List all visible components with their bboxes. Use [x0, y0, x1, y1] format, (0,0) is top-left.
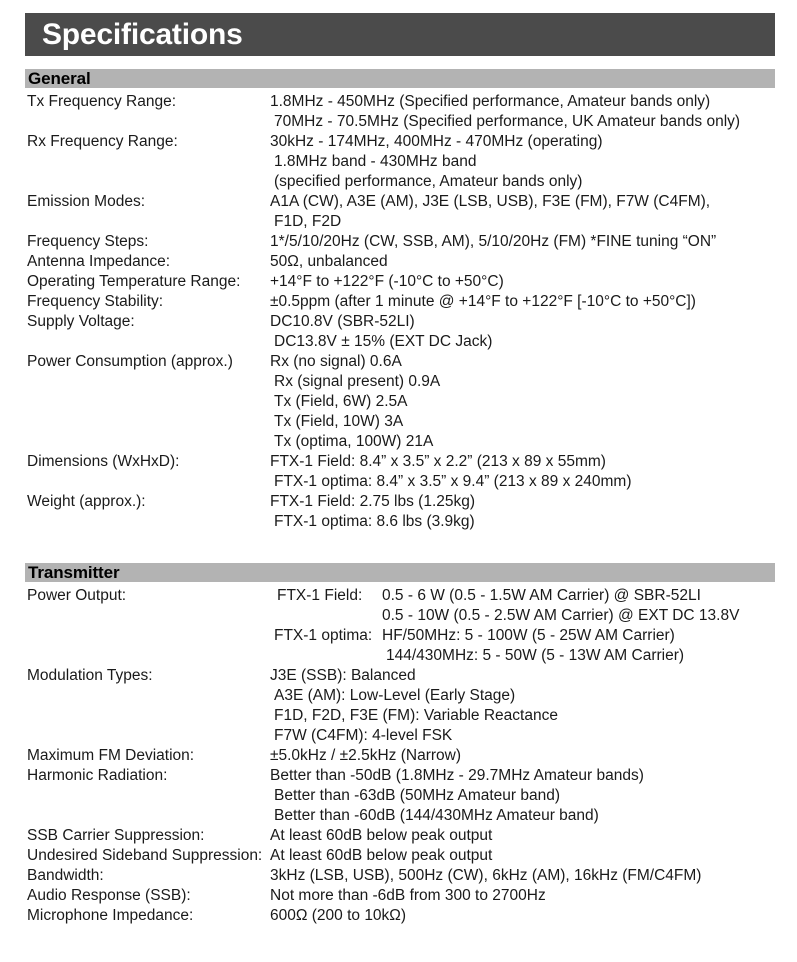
spec-label: Frequency Stability:	[27, 293, 164, 310]
spec-label: SSB Carrier Suppression:	[27, 827, 205, 844]
spec-row	[0, 212, 797, 232]
spec-row	[0, 132, 797, 152]
spec-label: Undesired Sideband Suppression:	[27, 847, 263, 864]
spec-row	[0, 512, 797, 532]
spec-value: 0.5 - 10W (0.5 - 2.5W AM Carrier) @ EXT DC 13.8V	[382, 607, 740, 624]
section-header-transmitter-label: Transmitter	[28, 563, 120, 582]
spec-row	[0, 232, 797, 252]
spec-label: Weight (approx.):	[27, 493, 146, 510]
spec-label: Power Output:	[27, 587, 127, 604]
spec-row	[0, 192, 797, 212]
spec-row	[0, 472, 797, 492]
spec-row	[0, 392, 797, 412]
spec-row	[0, 252, 797, 272]
spec-row	[0, 272, 797, 292]
spec-value: F1D, F2D, F3E (FM): Variable Reactance	[274, 707, 558, 724]
spec-row	[0, 412, 797, 432]
spec-row	[0, 112, 797, 132]
spec-value: 1.8MHz band - 430MHz band	[274, 153, 477, 170]
spec-value: Tx (Field, 6W) 2.5A	[274, 393, 408, 410]
section-header-general-label: General	[28, 69, 91, 88]
spec-value: F7W (C4FM): 4-level FSK	[274, 727, 453, 744]
spec-value: J3E (SSB): Balanced	[270, 667, 416, 684]
spec-row	[0, 312, 797, 332]
spec-row	[0, 352, 797, 372]
spec-value: At least 60dB below peak output	[270, 827, 493, 844]
spec-value: A1A (CW), A3E (AM), J3E (LSB, USB), F3E (FM), F7W (C4FM),	[270, 193, 711, 210]
spec-label: Supply Voltage:	[27, 313, 135, 330]
spec-label: Frequency Steps:	[27, 233, 149, 250]
spec-row	[0, 706, 797, 726]
spec-value: Rx (no signal) 0.6A	[270, 353, 402, 370]
spec-label: Maximum FM Deviation:	[27, 747, 195, 764]
spec-row	[0, 92, 797, 112]
spec-value: 144/430MHz: 5 - 50W (5 - 13W AM Carrier)	[386, 647, 685, 664]
spec-row	[0, 586, 797, 606]
spec-value: (specified performance, Amateur bands only)	[274, 173, 583, 190]
spec-row	[0, 826, 797, 846]
spec-value: 1*/5/10/20Hz (CW, SSB, AM), 5/10/20Hz (FM) *FINE tuning “ON”	[270, 233, 717, 250]
spec-value: Better than -63dB (50MHz Amateur band)	[274, 787, 561, 804]
spec-row	[0, 666, 797, 686]
spec-value: +14°F to +122°F (-10°C to +50°C)	[270, 273, 504, 290]
spec-label: Dimensions (WxHxD):	[27, 453, 180, 470]
spec-row	[0, 806, 797, 826]
spec-label: Harmonic Radiation:	[27, 767, 168, 784]
spec-label: Audio Response (SSB):	[27, 887, 191, 904]
spec-label: Rx Frequency Range:	[27, 133, 178, 150]
spec-row	[0, 172, 797, 192]
spec-row	[0, 786, 797, 806]
spec-value: Tx (Field, 10W) 3A	[274, 413, 404, 430]
spec-table-general	[0, 92, 797, 532]
spec-row	[0, 746, 797, 766]
spec-value: 3kHz (LSB, USB), 500Hz (CW), 6kHz (AM), 16kHz (FM/C4FM)	[270, 867, 702, 884]
spec-row	[0, 372, 797, 392]
spec-row	[0, 686, 797, 706]
spec-sublabel: FTX-1 Field:	[277, 587, 363, 604]
spec-label: Modulation Types:	[27, 667, 153, 684]
spec-row	[0, 766, 797, 786]
spec-row	[0, 726, 797, 746]
spec-value: 0.5 - 6 W (0.5 - 1.5W AM Carrier) @ SBR-52LI	[382, 587, 701, 604]
spec-value: Not more than -6dB from 300 to 2700Hz	[270, 887, 546, 904]
spec-row	[0, 152, 797, 172]
spec-label: Antenna Impedance:	[27, 253, 171, 270]
spec-sublabel: FTX-1 optima:	[274, 627, 373, 644]
spec-value: Better than -50dB (1.8MHz - 29.7MHz Amateur bands)	[270, 767, 644, 784]
spec-value: HF/50MHz: 5 - 100W (5 - 25W AM Carrier)	[382, 627, 675, 644]
spec-value: FTX-1 Field: 2.75 lbs (1.25kg)	[270, 493, 476, 510]
spec-row	[0, 846, 797, 866]
section-header-general	[25, 69, 775, 88]
spec-row	[0, 626, 797, 646]
spec-row	[0, 606, 797, 626]
spec-table-transmitter	[0, 586, 797, 926]
spec-value: FTX-1 Field: 8.4” x 3.5” x 2.2” (213 x 89 x 55mm)	[270, 453, 606, 470]
spec-value: 50Ω, unbalanced	[270, 253, 388, 270]
spec-value: ±5.0kHz / ±2.5kHz (Narrow)	[270, 747, 461, 764]
spec-value: ±0.5ppm (after 1 minute @ +14°F to +122°F [-10°C to +50°C])	[270, 293, 696, 310]
spec-value: 30kHz - 174MHz, 400MHz - 470MHz (operating)	[270, 133, 603, 150]
spec-label: Power Consumption (approx.)	[27, 353, 233, 370]
spec-value: DC10.8V (SBR-52LI)	[270, 313, 415, 330]
spec-row	[0, 492, 797, 512]
spec-row	[0, 646, 797, 666]
spec-value: Tx (optima, 100W) 21A	[274, 433, 434, 450]
spec-value: 70MHz - 70.5MHz (Specified performance, UK Amateur bands only)	[274, 113, 741, 130]
spec-label: Microphone Impedance:	[27, 907, 194, 924]
spec-value: Rx (signal present) 0.9A	[274, 373, 441, 390]
spec-value: F1D, F2D	[274, 213, 342, 230]
spec-value: 600Ω (200 to 10kΩ)	[270, 907, 407, 924]
spec-label: Bandwidth:	[27, 867, 104, 884]
spec-row	[0, 452, 797, 472]
spec-row	[0, 332, 797, 352]
spec-value: At least 60dB below peak output	[270, 847, 493, 864]
document-title-bar	[25, 13, 775, 56]
spec-label: Operating Temperature Range:	[27, 273, 241, 290]
spec-value: DC13.8V ± 15% (EXT DC Jack)	[274, 333, 493, 350]
section-header-transmitter	[25, 563, 775, 582]
spec-value: A3E (AM): Low-Level (Early Stage)	[274, 687, 516, 704]
spec-value: 1.8MHz - 450MHz (Specified performance, Amateur bands only)	[270, 93, 711, 110]
spec-row	[0, 292, 797, 312]
spec-label: Tx Frequency Range:	[27, 93, 177, 110]
spec-value: Better than -60dB (144/430MHz Amateur band)	[274, 807, 599, 824]
spec-row	[0, 432, 797, 452]
spec-value: FTX-1 optima: 8.4” x 3.5” x 9.4” (213 x 89 x 240mm)	[274, 473, 632, 490]
spec-label: Emission Modes:	[27, 193, 146, 210]
spec-row	[0, 906, 797, 926]
page-title: Specifications	[42, 17, 243, 51]
spec-row	[0, 866, 797, 886]
spec-value: FTX-1 optima: 8.6 lbs (3.9kg)	[274, 513, 475, 530]
spec-row	[0, 886, 797, 906]
